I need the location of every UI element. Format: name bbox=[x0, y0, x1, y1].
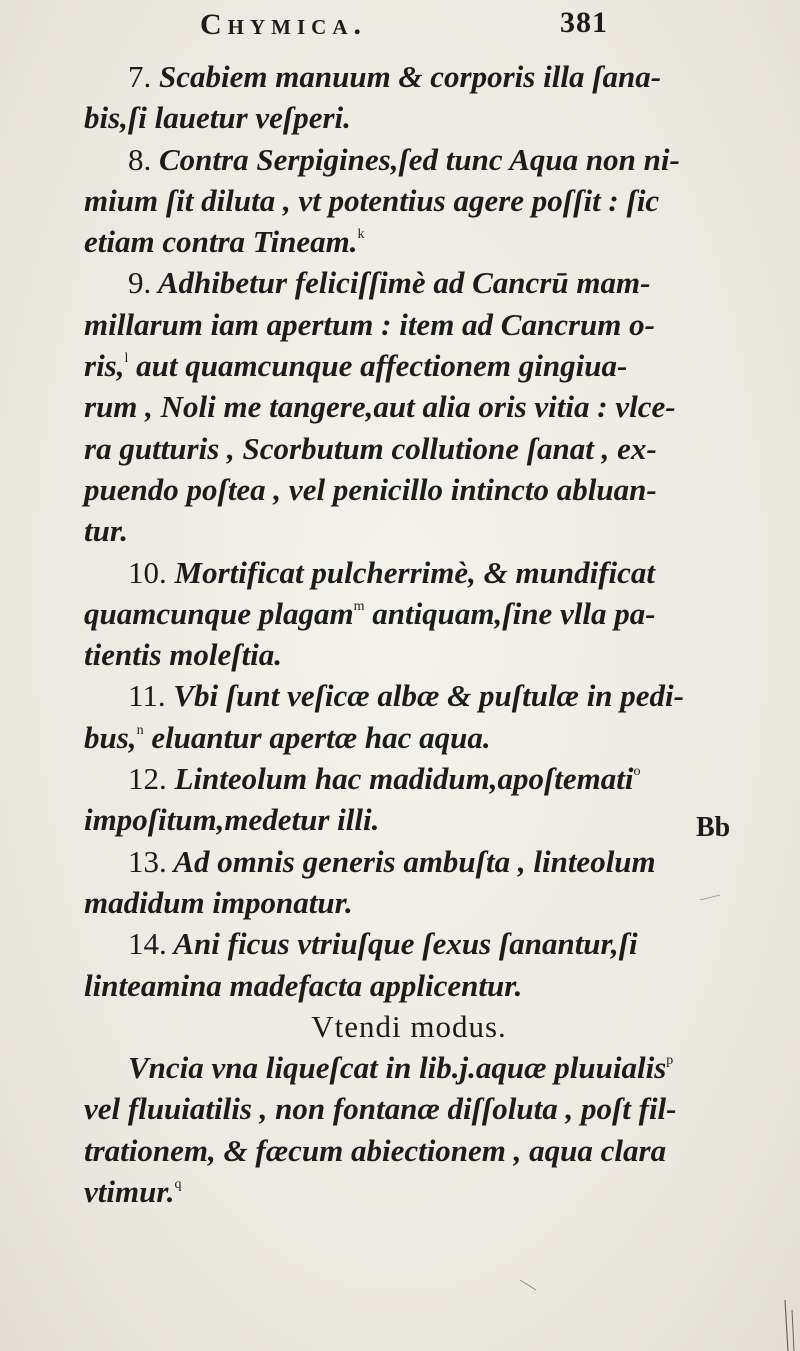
line-text: ra gutturis , Scorbutum collutione ſanat , ex- bbox=[84, 430, 657, 466]
line-text: Mortificat pulcherrimè, & mundificat bbox=[174, 554, 656, 590]
line-text: quamcunque plagam bbox=[84, 595, 354, 631]
line-text: Vtendi modus. bbox=[311, 1008, 507, 1044]
line-text: etiam contra Tineam. bbox=[84, 224, 358, 260]
line-text: puendo poſtea , vel penicillo intincto abluan- bbox=[84, 471, 657, 507]
item-number: 14. bbox=[128, 926, 167, 962]
line-text: Vncia vna liqueſcat in lib.j.aquæ pluuialis bbox=[128, 1050, 667, 1086]
line-text: rum , Noli me tangere,aut alia oris vitia : vlce- bbox=[84, 389, 676, 425]
line-text: madidum imponatur. bbox=[84, 884, 353, 920]
line-text: Ani ficus vtriuſque ſexus ſanantur,ſi bbox=[173, 926, 638, 962]
line-text: impoſitum,medetur illi. bbox=[84, 802, 380, 838]
line-text: Vbi ſunt veſicæ albæ & puſtulæ in pedi- bbox=[173, 678, 684, 714]
page-number: 381 bbox=[560, 6, 608, 39]
footnote-marker: o bbox=[633, 764, 641, 780]
line-text-continued: aut quamcunque affectionem gingiua- bbox=[128, 348, 628, 384]
line-text: ris, bbox=[84, 348, 125, 384]
line-text: mium ſit diluta , vt potentius agere poſſit : ſic bbox=[84, 182, 660, 218]
line-text: tur. bbox=[84, 513, 128, 549]
footnote-marker: l bbox=[124, 351, 129, 367]
line-text: Scabiem manuum & corporis illa ſana- bbox=[159, 59, 662, 94]
footnote-marker: n bbox=[136, 722, 144, 738]
line-text: millarum iam apertum : item ad Cancrum o- bbox=[84, 306, 655, 342]
line-text: bis,ſi lauetur veſperi. bbox=[84, 100, 351, 136]
line-text: Contra Serpigines,ſed tunc Aqua non ni- bbox=[159, 141, 680, 177]
line-text: vtimur. bbox=[84, 1174, 175, 1210]
line-text: vel fluuiatilis , non fontanæ diſſoluta , poſt fil- bbox=[84, 1091, 677, 1127]
catchword: Bb bbox=[696, 812, 731, 843]
line-text: linteamina madefacta applicentur. bbox=[84, 967, 523, 1003]
line-text-continued: eluantur apertæ hac aqua. bbox=[143, 719, 491, 755]
line-text: trationem, & fæcum abiectionem , aqua clara bbox=[84, 1132, 667, 1168]
line-text: Ad omnis generis ambuſta , linteolum bbox=[173, 843, 656, 879]
item-number: 11. bbox=[128, 678, 166, 714]
item-number: 12. bbox=[128, 761, 167, 797]
line-text: tientis moleſtia. bbox=[84, 637, 283, 673]
footnote-marker: m bbox=[353, 598, 365, 614]
line-text: Linteolum hac madidum,apoſtemati bbox=[174, 761, 634, 797]
line-text-continued: antiquam,ſine vlla pa- bbox=[364, 595, 656, 631]
line-text: bus, bbox=[84, 719, 137, 755]
item-number: 8. bbox=[128, 141, 152, 177]
running-head: Chymica. bbox=[200, 8, 367, 41]
footnote-marker: q bbox=[174, 1177, 182, 1193]
footnote-marker: p bbox=[666, 1053, 674, 1069]
item-number: 9. bbox=[128, 265, 152, 301]
item-number: 13. bbox=[128, 843, 167, 879]
item-number: 7. bbox=[128, 59, 152, 94]
line-text: Adhibetur feliciſſimè ad Cancrū mam- bbox=[157, 265, 651, 301]
footnote-marker: k bbox=[357, 227, 365, 243]
item-number: 10. bbox=[128, 554, 167, 590]
